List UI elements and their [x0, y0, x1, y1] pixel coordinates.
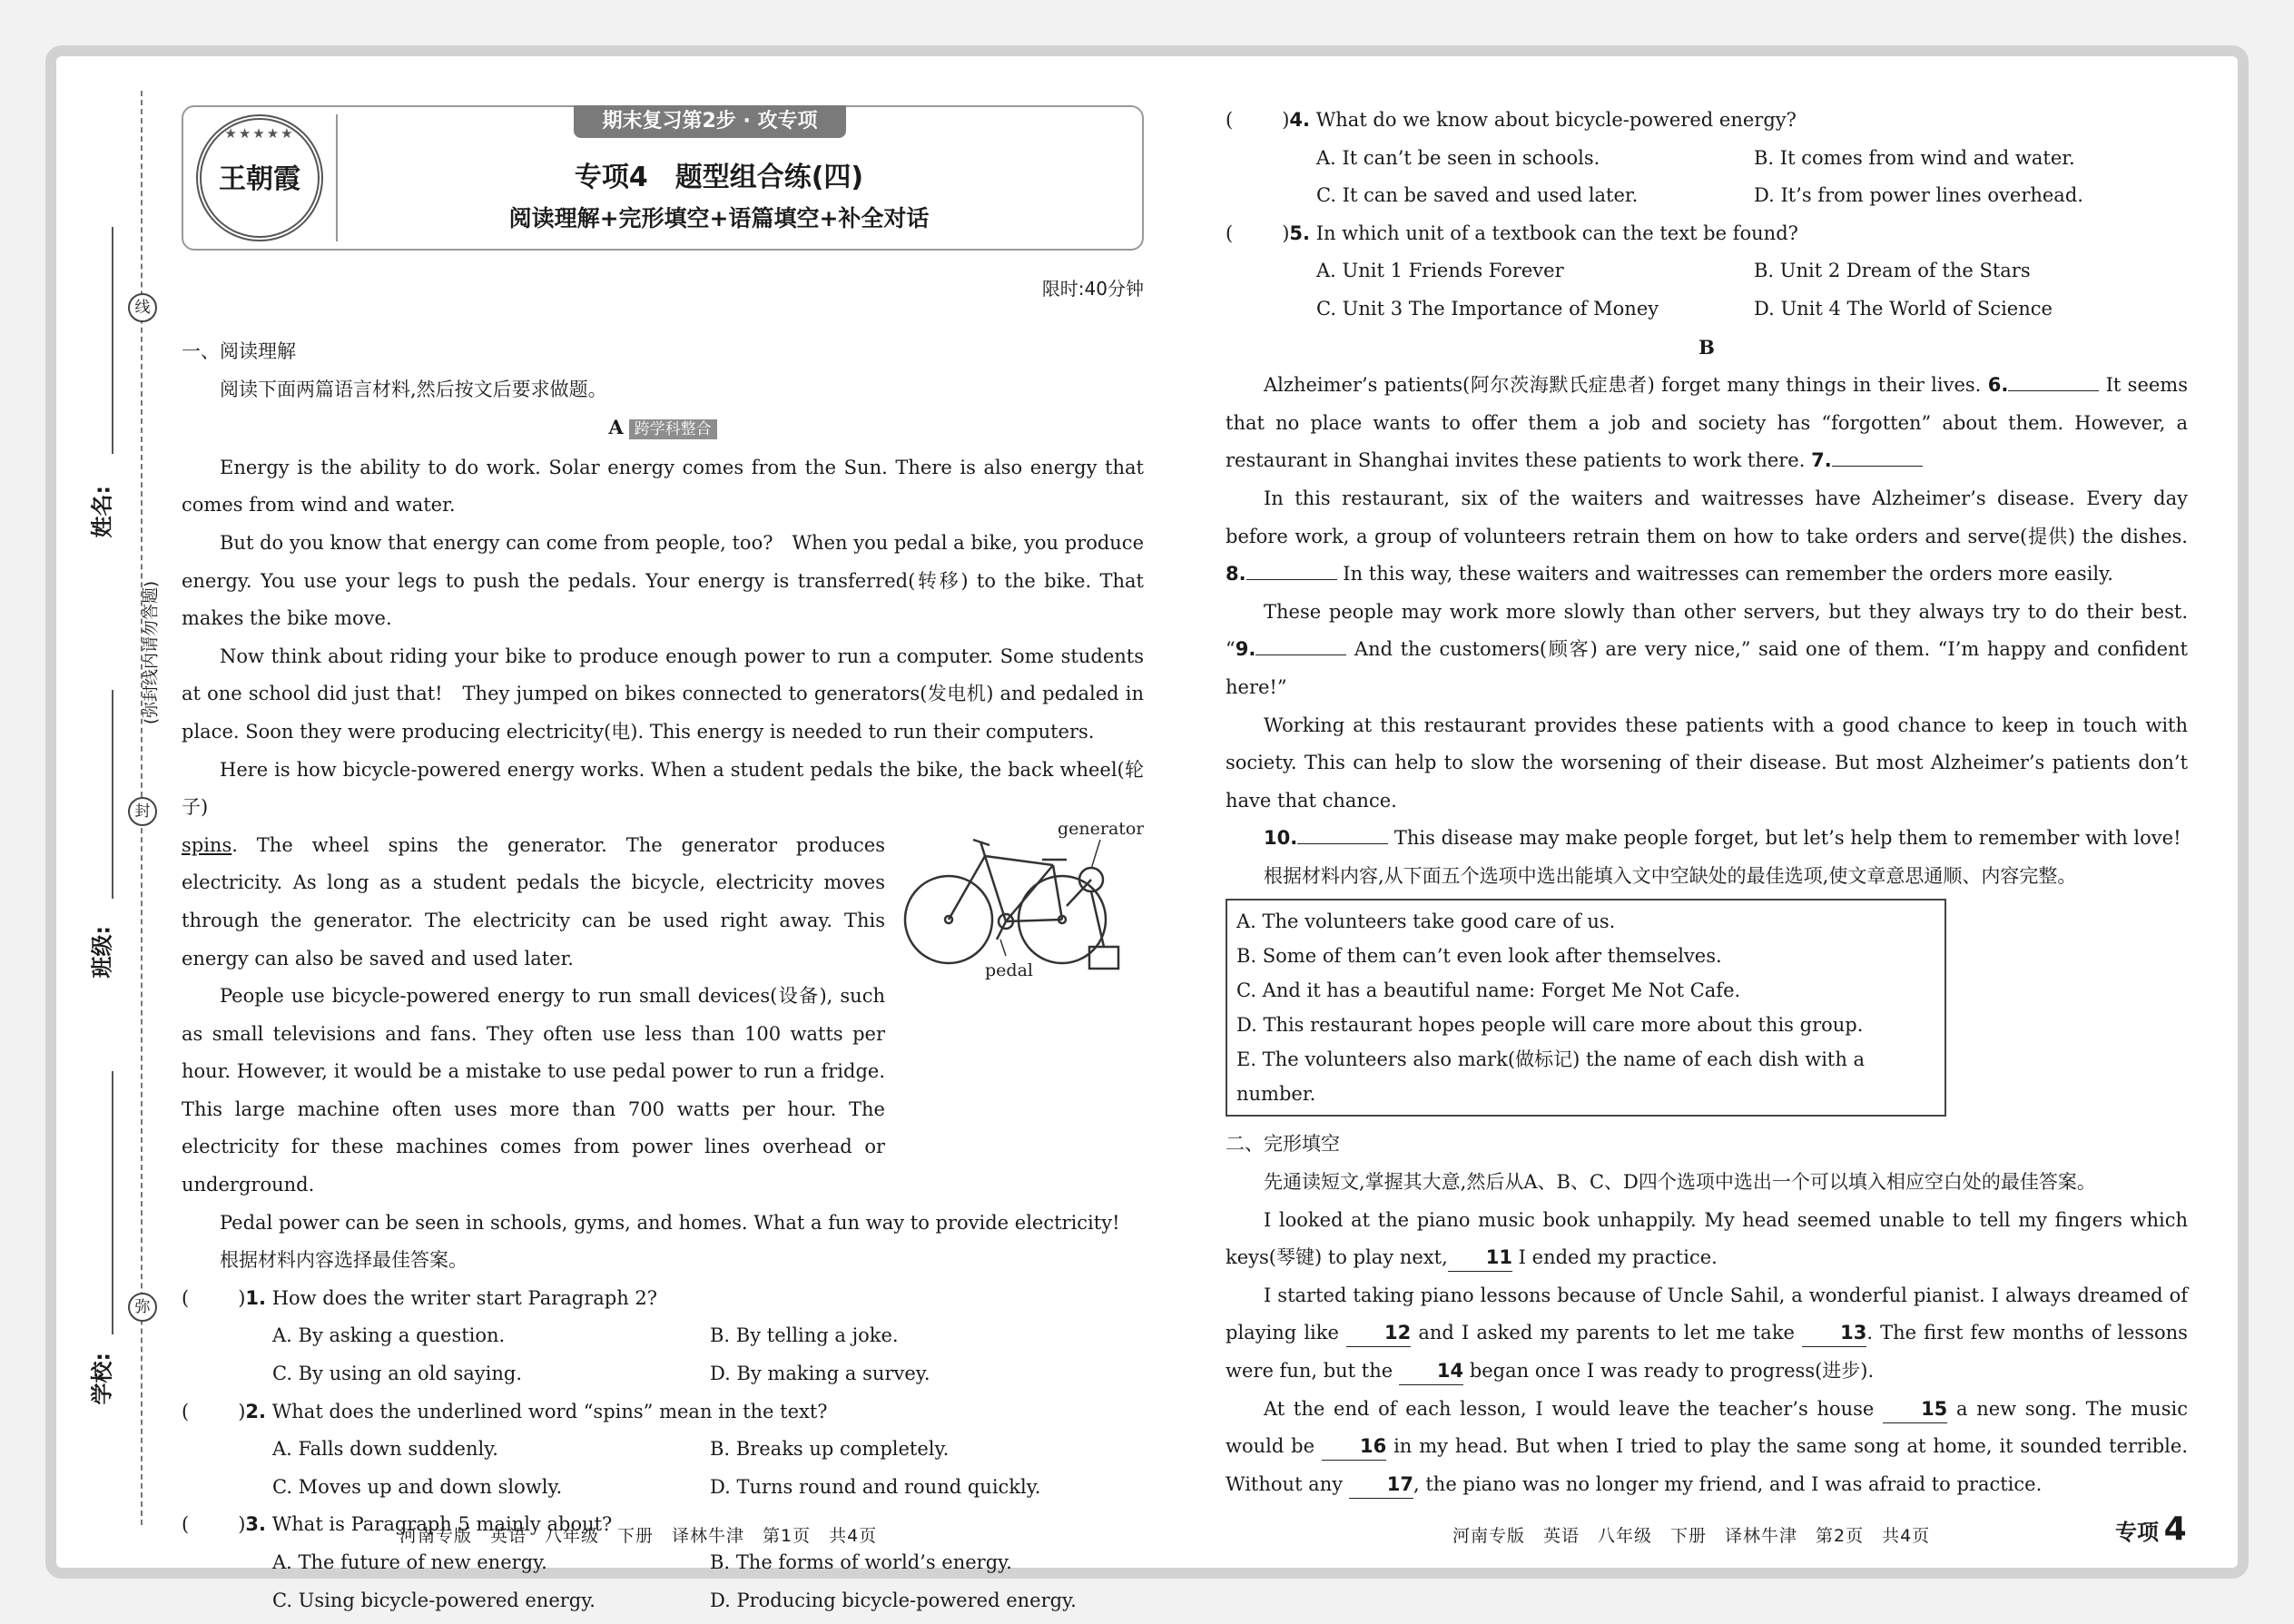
q4-option-d[interactable]: D. It’s from power lines overhead. [1754, 184, 2083, 207]
seal-mark-mi: 弥 [128, 1293, 157, 1322]
passage-a-p5-lead [182, 978, 885, 1205]
question-2 [182, 1393, 1144, 1507]
section1-instruction: 阅读下面两篇语言材料,然后按文后要求做题。 [220, 378, 607, 400]
question-5-number: 5. [1289, 221, 1310, 244]
name-field-line[interactable] [112, 227, 113, 454]
passage-b-letter: B [1698, 335, 1715, 359]
question-3-text: What is Paragraph 5 mainly about? [271, 1513, 613, 1536]
blank-11[interactable]: 11 [1448, 1244, 1512, 1272]
q2-option-b[interactable]: B. Breaks up completely. [710, 1438, 950, 1461]
cloze-p2-c: . The first few months of lessons were fun, but the [1226, 1322, 2188, 1383]
section-tag-label: 专项 [2115, 1520, 2159, 1545]
blank-12[interactable]: 12 [1346, 1319, 1411, 1347]
passage-b-p1-b: It seems that no place wants to offer them a job and society has “forgotten” about them. However, a restaurant in Shanghai invites these patients to work there. [1226, 374, 2189, 472]
q3-option-b[interactable]: B. The forms of world’s energy. [710, 1551, 1012, 1573]
passage-b-p2-b: In this way, these waiters and waitresses can remember the orders more easily. [1343, 563, 2113, 586]
name-label: 姓名: [89, 485, 115, 538]
question-1-text: How does the writer start Paragraph 2? [271, 1286, 658, 1309]
passage-a-p4-lead: Here is how bicycle-powered energy works. When a student pedals the bike, the back wheel(轮子) [182, 758, 1144, 819]
cloze-p1-b: I ended my practice. [1518, 1246, 1718, 1269]
q3-option-a[interactable]: A. The future of new energy. [272, 1551, 547, 1573]
generator-label: generator [1058, 819, 1144, 839]
passage-b-p2 [1226, 480, 2188, 594]
passage-a-p4-block [182, 819, 1144, 980]
cloze-p1-a: I looked at the piano music book unhappily. My head seemed unable to tell my fingers which keys(琴键) to play next, [1226, 1208, 2188, 1269]
passage-a-p4-rest: . The wheel spins the generator. The generator produces electricity. As long as a student pedals the bicycle, electricity moves through the generator. The electricity can be used right away. This energy can also be saved and used later. [182, 833, 885, 969]
choice-e[interactable]: E. The volunteers also mark(做标记) the name of each dish with a number. [1236, 1048, 1866, 1106]
section2-instruction: 先通读短文,掌握其大意,然后从A、B、C、D四个选项中选出一个可以填入相应空白处的最佳答案。 [1264, 1171, 2096, 1194]
question-2-text: What does the underlined word “spins” mean in the text? [271, 1400, 828, 1422]
time-limit: 限时:40分钟 [1041, 278, 1144, 300]
cloze-p3 [1226, 1391, 2188, 1504]
question-5 [1226, 215, 2188, 329]
header-banner [182, 105, 1144, 251]
logo-stars: ★★★★★ [224, 125, 295, 142]
question-3-options [182, 1544, 1144, 1619]
choice-d[interactable]: D. This restaurant hopes people will care more about this group. [1236, 1014, 1864, 1037]
question-4-text: What do we know about bicycle-powered energy? [1315, 109, 1797, 131]
seal-mark-feng: 封 [128, 797, 157, 826]
passage-a-tag: 跨学科整合 [629, 419, 717, 439]
step-banner: 期末复习第2步 · 攻专项 [574, 105, 846, 138]
question-4 [1226, 102, 2188, 215]
question-4-stem: ( )4. What do we know about bicycle-powered energy? [1226, 109, 1797, 131]
q5-option-a[interactable]: A. Unit 1 Friends Forever [1316, 260, 1564, 282]
q1-option-d[interactable]: D. By making a survey. [710, 1363, 930, 1385]
q4-option-b[interactable]: B. It comes from wind and water. [1754, 146, 2075, 169]
q1-option-b[interactable]: B. By telling a joke. [710, 1324, 899, 1347]
passage-b-p1 [1226, 367, 2188, 480]
passage-a-label: A [608, 416, 624, 439]
question-2-stem: ( )2. What does the underlined word “spins” mean in the text? [182, 1400, 828, 1422]
underlined-word-spins: spins [182, 833, 232, 856]
section-tag [2115, 1511, 2187, 1548]
question-1-stem: ( )1. How does the writer start Paragraph 2? [182, 1286, 658, 1309]
passage-b-label [1226, 329, 2188, 368]
footer-right: 河南专版 英语 八年级 下册 译林牛津 第2页 共4页 [1452, 1526, 1931, 1546]
question-5-text: In which unit of a textbook can the text be found? [1315, 221, 1798, 244]
blank-10[interactable] [1297, 843, 1388, 844]
passage-b-p4: Working at this restaurant provides these patients with a good chance to keep in touch with society. This can help to slow the worsening of their disease. But most Alzheimer’s patients don’t have that chance. [1226, 714, 2188, 812]
q5-option-d[interactable]: D. Unit 4 The World of Science [1754, 297, 2053, 320]
class-field-line[interactable] [112, 690, 113, 899]
cloze-p2-a: I started taking piano lessons because of Uncle Sahil, a wonderful pianist. I always dreamed of playing like [1226, 1284, 2188, 1344]
q2-option-c[interactable]: C. Moves up and down slowly. [272, 1475, 563, 1498]
passage-a-p6: Pedal power can be seen in schools, gyms, and homes. What a fun way to provide electricity! [220, 1211, 1120, 1234]
cloze-p2-b: and I asked my parents to let me take [1418, 1322, 1795, 1344]
cloze-p2-d: began once I was ready to progress(进步). [1469, 1360, 1875, 1383]
cloze-p1 [1226, 1202, 2188, 1277]
choice-b[interactable]: B. Some of them can’t even look after themselves. [1236, 945, 1722, 968]
blank-8-number: 8. [1226, 563, 1246, 586]
pedal-label: pedal [985, 960, 1033, 980]
q3-option-d[interactable]: D. Producing bicycle-powered energy. [710, 1589, 1077, 1611]
blank-8[interactable] [1246, 579, 1337, 580]
question-4-number: 4. [1289, 109, 1310, 131]
question-3-stem: ( )3. What is Paragraph 5 mainly about? [182, 1513, 613, 1536]
cloze-p3-d: , the piano was no longer my friend, and I was afraid to practice. [1413, 1472, 2043, 1495]
blank-6-number: 6. [1987, 374, 2009, 397]
blank-7[interactable] [1832, 466, 1923, 467]
question-3-number: 3. [245, 1513, 266, 1536]
q4-option-a[interactable]: A. It can’t be seen in schools. [1316, 146, 1600, 169]
q4-option-c[interactable]: C. It can be saved and used later. [1316, 184, 1639, 207]
page-subtitle: 阅读理解+完形填空+语篇填空+补全对话 [508, 205, 930, 231]
page-title: 专项4 题型组合练(四) [574, 162, 864, 193]
question-2-number: 2. [245, 1400, 266, 1422]
blank-10-number: 10. [1264, 827, 1298, 850]
passage-b-p5-text: This disease may make people forget, but let’s help them to remember with love! [1393, 827, 2181, 850]
section-tag-number: 4 [2163, 1511, 2187, 1548]
right-column [1226, 102, 2188, 1503]
q2-option-d[interactable]: D. Turns round and round quickly. [710, 1475, 1041, 1498]
question-1-options [182, 1317, 1144, 1393]
seal-note: (弥封线内请勿答题) [142, 580, 161, 724]
passage-b-p3-a: These people may work more slowly than other servers, but they always try to do their best. “ [1226, 600, 2188, 661]
q5-option-b[interactable]: B. Unit 2 Dream of the Stars [1754, 260, 2031, 282]
school-label: 学校: [89, 1352, 115, 1405]
passage-a-p1: Energy is the ability to do work. Solar energy comes from the Sun. There is also energy that comes from wind and water. [182, 456, 1144, 517]
q1-option-c[interactable]: C. By using an old saying. [272, 1363, 523, 1385]
passage-b-p3 [1226, 594, 2188, 707]
bicycle-generator-illustration [899, 820, 1144, 983]
cloze-p3-a: At the end of each lesson, I would leave the teacher’s house [1264, 1397, 1875, 1420]
q1-option-a[interactable]: A. By asking a question. [272, 1324, 506, 1347]
blank-17[interactable]: 17 [1349, 1471, 1413, 1499]
passage-a-p2: But do you know that energy can come from people, too? When you pedal a bike, you produce energy. You use your legs to push the pedals. Your energy is transferred(转移) to the bike. That makes the bike move. [182, 531, 1144, 630]
q3-option-c[interactable]: C. Using bicycle-powered energy. [272, 1589, 596, 1611]
footer-left: 河南专版 英语 八年级 下册 译林牛津 第1页 共4页 [399, 1526, 878, 1546]
passage-b-p5 [1226, 820, 2188, 858]
passage-b-choices-box [1226, 899, 1946, 1117]
section1-heading: 一、阅读理解 [182, 340, 296, 362]
question-1 [182, 1280, 1144, 1393]
questions-a-instruction: 根据材料内容选择最佳答案。 [220, 1249, 468, 1272]
blank-13[interactable]: 13 [1802, 1319, 1866, 1347]
choice-c[interactable]: C. And it has a beautiful name: Forget Me Not Cafe. [1236, 979, 1741, 1002]
passage-b-p3-b: And the customers(顾客) are very nice,” said one of them. “I’m happy and confident here!” [1226, 638, 2188, 698]
passage-a-p5: People use bicycle-powered energy to run small devices(设备), such as small televisions and fans. They often use less than 100 watts per hour. However, it would be a mistake to use pedal power to run a fridge. This large machine often uses more than 700 watts per hour. The electricity for these machines comes from power lines overhead or underground. [182, 985, 885, 1196]
blank-16[interactable]: 16 [1322, 1432, 1386, 1461]
passage-b-instruction: 根据材料内容,从下面五个选项中选出能填入文中空缺处的最佳选项,使文章意思通顺、内容完整。 [1264, 864, 2077, 887]
left-column [182, 333, 1144, 1619]
passage-a-header [182, 408, 1144, 449]
logo-divider [336, 114, 338, 241]
blank-6[interactable] [2008, 390, 2099, 391]
question-1-number: 1. [245, 1286, 266, 1309]
cloze-p3-b: a new song. The music would be [1226, 1397, 2188, 1458]
blank-14[interactable]: 14 [1399, 1357, 1463, 1385]
cloze-p3-c: in my head. But when I tried to play the same song at home, it sounded terrible. Without any [1226, 1435, 2188, 1495]
question-5-stem: ( )5. In which unit of a textbook can the text be found? [1226, 221, 1798, 244]
school-field-line[interactable] [112, 1071, 113, 1334]
question-2-options [182, 1431, 1144, 1506]
passage-a-p4 [182, 827, 885, 978]
section2-heading: 二、完形填空 [1226, 1133, 1340, 1156]
logo-text: 王朝霞 [219, 163, 300, 195]
blank-15[interactable]: 15 [1883, 1395, 1947, 1423]
question-5-options [1226, 252, 2188, 328]
question-4-options [1226, 140, 2188, 215]
q2-option-a[interactable]: A. Falls down suddenly. [272, 1438, 498, 1461]
blank-9-number: 9. [1235, 638, 1256, 661]
seal-mark-xian: 线 [128, 293, 157, 322]
cloze-p2 [1226, 1277, 2188, 1391]
logo-seal [196, 114, 323, 241]
q5-option-c[interactable]: C. Unit 3 The Importance of Money [1316, 297, 1659, 320]
passage-b-p1-a: Alzheimer’s patients(阿尔茨海默氏症患者) forget many things in their lives. [1264, 374, 1982, 397]
blank-7-number: 7. [1811, 449, 1832, 472]
passage-b-p2-a: In this restaurant, six of the waiters and waitresses have Alzheimer’s disease. Every day before work, a group of volunteers retrain them on how to take orders and serve(提供) the dishes. [1226, 487, 2188, 547]
passage-a-p3: Now think about riding your bike to produce enough power to run a computer. Some students at one school did just that! They jumped on bikes connected to generators(发电机) and pedaled in place. Soon they were producing electricity(电). This energy is needed to run their computers. [182, 645, 1144, 743]
class-label: 班级: [89, 925, 115, 979]
choice-a[interactable]: A. The volunteers take good care of us. [1236, 910, 1616, 933]
